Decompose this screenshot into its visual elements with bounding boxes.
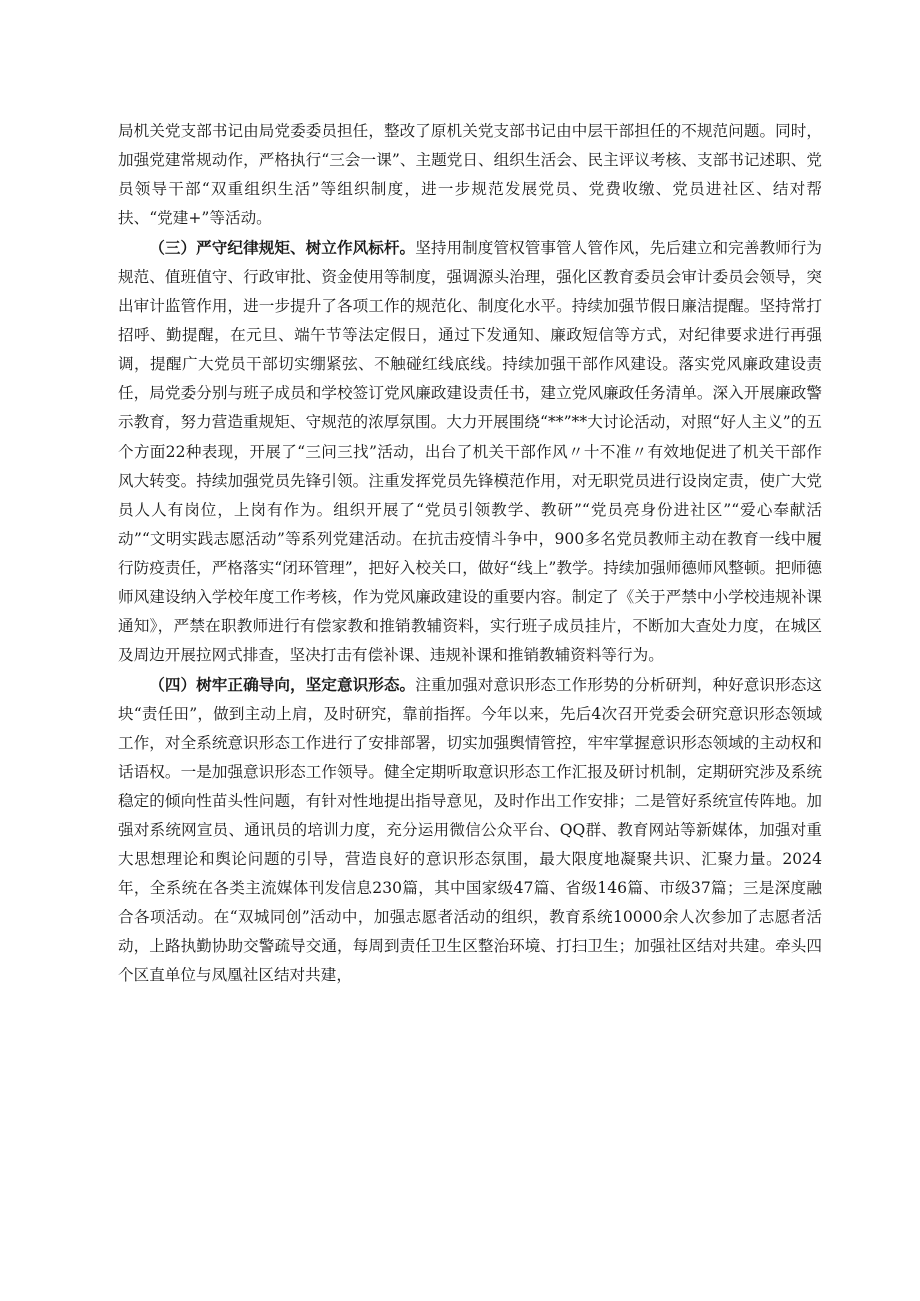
paragraph-3 <box>118 670 822 991</box>
paragraph-2-body: 坚持用制度管权管事管人管作风，先后建立和完善教师行为规范、值班值守、行政审批、资金使用等制度，强调源头治理，强化区教育委员会审计委员会领导，突出审计监管作用，进一步提升了各项工作的规范化、制度化水平。持续加强节假日廉洁提醒。坚持常打招呼、勤提醒，在元旦、端午节等法定假日，通过下发通知、廉政短信等方式，对纪律要求进行再强调，提醒广大党员干部切实绷紧弦、不触碰红线底线。持续加强干部作风建设。落实党风廉政建设责任，局党委分别与班子成员和学校签订党风廉政建设责任书，建立党风廉政任务清单。深入开展廉政警示教育，努力营造重规矩、守规范的浓厚氛围。大力开展围绕“**”**大讨论活动，对照“好人主义”的五个方面22种表现，开展了“三问三找”活动，出台了机关干部作风〃十不准〃有效地促进了机关干部作风大转变。持续加强党员先锋引领。注重发挥党员先锋模范作用，对无职党员进行设岗定责，使广大党员人人有岗位，上岗有作为。组织开展了“党员引领教学、教研”“党员亮身份进社区”“爱心奉献活动”“文明实践志愿活动”等系列党建活动。在抗击疫情斗争中，900多名党员教师主动在教育一线中履行防疫责任，严格落实“闭环管理”，把好入校关口，做好“线上”教学。持续加强师德师风整顿。把师德师风建设纳入学校年度工作考核，作为党风廉政建设的重要内容。制定了《关于严禁中小学校违规补课通知》，严禁在职教师进行有偿家教和推销教辅资料，实行班子成员挂片，不断加大查处力度，在城区及周边开展拉网式排查，坚决打击有偿补课、违规补课和推销教辅资料等行为。 <box>118 239 822 664</box>
paragraph-3-heading: （四）树牢正确导向，坚定意识形态。 <box>149 674 416 694</box>
paragraph-3-body: 注重加强对意识形态工作形势的分析研判，种好意识形态这块“责任田”，做到主动上肩，及时研究，靠前指挥。今年以来，先后4次召开党委会研究意识形态领域工作，对全系统意识形态工作进行了安排部署，切实加强舆情管控，牢牢掌握意识形态领域的主动权和话语权。一是加强意识形态工作领导。健全定期听取意识形态工作汇报及研讨机制，定期研究涉及系统稳定的倾向性苗头性问题，有针对性地提出指导意见，及时作出工作安排；二是管好系统宣传阵地。加强对系统网宣员、通讯员的培训力度，充分运用微信公众平台、QQ群、教育网站等新媒体，加强对重大思想理论和舆论问题的引导，营造良好的意识形态氛围，最大限度地凝聚共识、汇聚力量。2024年，全系统在各类主流媒体刊发信息230篇，其中国家级47篇、省级146篇、市级37篇；三是深度融合各项活动。在“双城同创”活动中，加强志愿者活动的组织，教育系统10000余人次参加了志愿者活动，上路执勤协助交警疏导交通，每周到责任卫生区整治环境、打扫卫生；加强社区结对共建。牵头四个区直单位与凤凰社区结对共建， <box>118 675 822 985</box>
paragraph-1-body: 局机关党支部书记由局党委委员担任，整改了原机关党支部书记由中层干部担任的不规范问题。同时，加强党建常规动作，严格执行“三会一课”、主题党日、组织生活会、民主评议考核、支部书记述职、党员领导干部“双重组织生活”等组织制度，进一步规范发展党员、党费收缴、党员进社区、结对帮扶、“党建+”等活动。 <box>118 122 822 228</box>
paragraph-1 <box>118 117 822 233</box>
paragraph-2-heading: （三）严守纪律规矩、树立作风标杆。 <box>149 238 416 258</box>
paragraph-2 <box>118 233 822 670</box>
document-page <box>118 117 822 990</box>
